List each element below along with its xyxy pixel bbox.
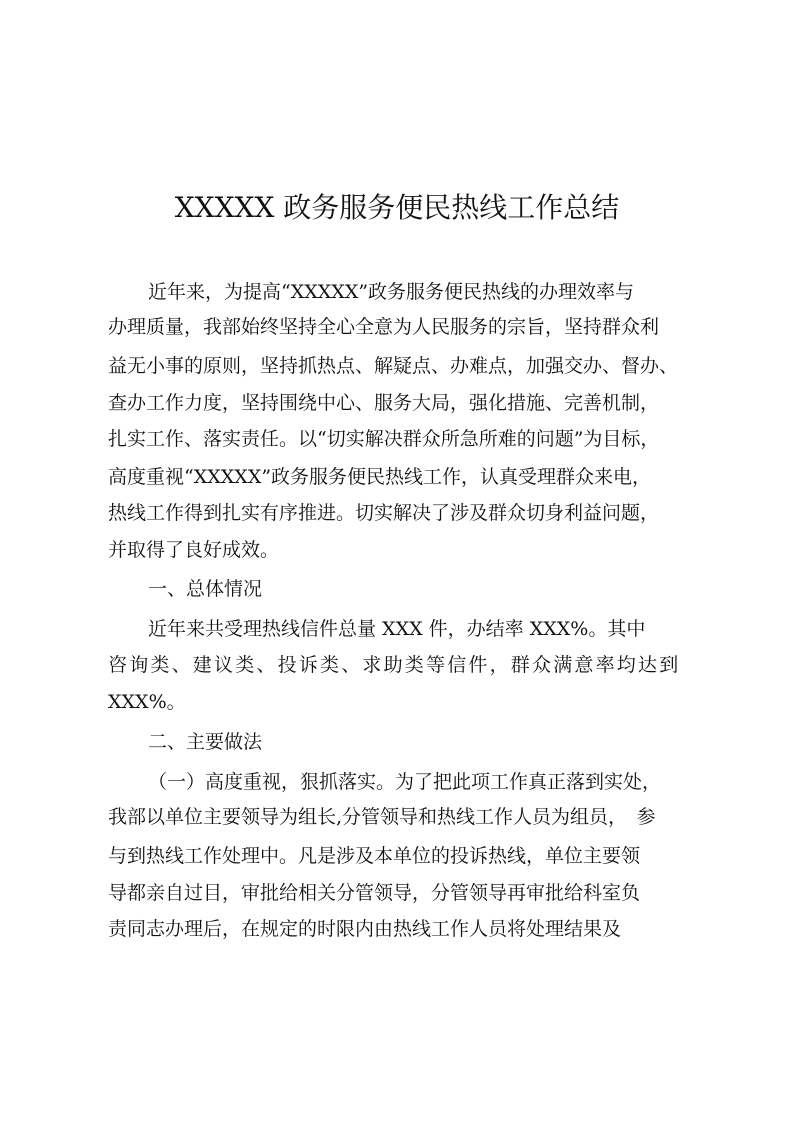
- intro-line-4: 查办工作力度，坚持围绕中心、服务大局，强化措施、完善机制，: [108, 392, 660, 414]
- intro-line-7: 热线工作得到扎实有序推进。切实解决了涉及群众切身利益问题，: [108, 502, 660, 524]
- intro-line-3: 益无小事的原则，坚持抓热点、解疑点、办难点，加强交办、督办、: [108, 355, 679, 377]
- practices-line-3: 与到热线工作处理中。凡是涉及本单位的投诉热线，单位主要领: [108, 845, 641, 867]
- overview-line-2: 咨询类、建议类、投诉类、求助类等信件，群众满意率均达到: [108, 654, 681, 676]
- practices-line-4: 导都亲自过目，审批给相关分管领导，分管领导再审批给科室负: [108, 882, 641, 904]
- intro-line-8: 并取得了良好成效。: [108, 539, 280, 561]
- section-heading-overview: 一、总体情况: [148, 578, 263, 600]
- overview-line-1: 近年来共受理热线信件总量 XXX 件，办结率 XXX%。其中: [148, 618, 646, 640]
- intro-line-2: 办理质量，我部始终坚持全心全意为人民服务的宗旨，坚持群众利: [108, 316, 660, 338]
- practices-line-5: 责同志办理后，在规定的时限内由热线工作人员将处理结果及: [108, 918, 622, 940]
- intro-line-1: 近年来，为提高“XXXXX”政务服务便民热线的办理效率与: [148, 281, 635, 303]
- overview-line-3: XXX%。: [108, 691, 186, 713]
- intro-line-5: 扎实工作、落实责任。以“切实解决群众所急所难的问题”为目标，: [108, 428, 660, 450]
- section-heading-practices: 二、主要做法: [148, 731, 263, 753]
- practices-line-1: （一）高度重视，狠抓落实。为了把此项工作真正落到实处，: [148, 771, 662, 793]
- intro-line-6: 高度重视“XXXXX”政务服务便民热线工作，认真受理群众来电，: [108, 466, 652, 488]
- practices-line-2: 我部以单位主要领导为组长,分管领导和热线工作人员为组员， 参: [108, 806, 656, 828]
- document-title: XXXXX 政务服务便民热线工作总结: [174, 191, 620, 224]
